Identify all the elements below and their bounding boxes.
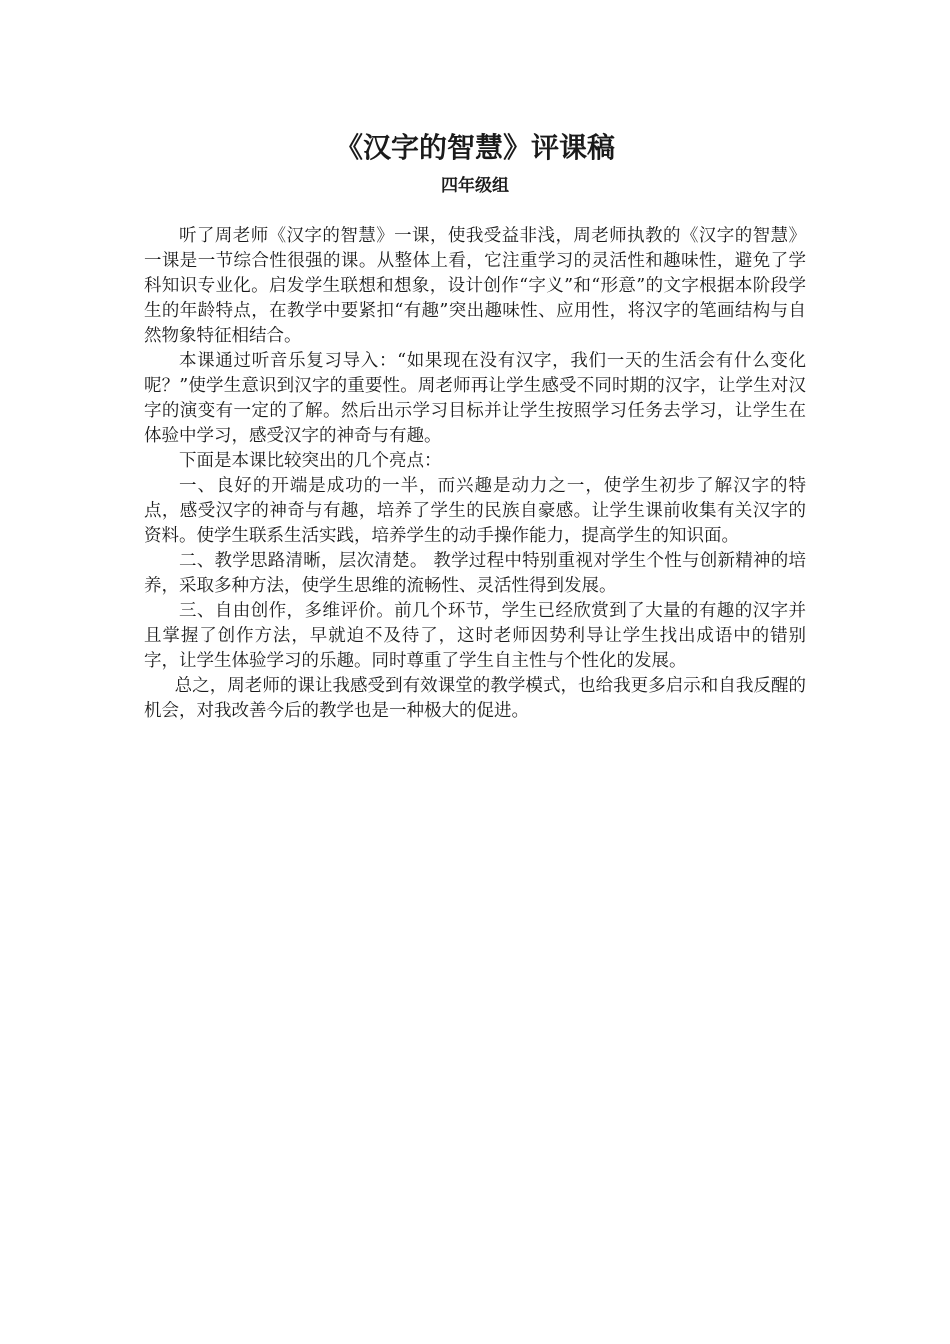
document-body: [144, 224, 806, 724]
paragraph-highlights-heading: 下面是本课比较突出的几个亮点：: [179, 451, 442, 471]
document-title: 《汉字的智慧》评课稿: [334, 131, 615, 164]
paragraph-highlight-1: 一、良好的开端是成功的一半，而兴趣是动力之一，使学生初步了解汉字的特点，感受汉字的神奇与有趣，培养了学生的民族自豪感。让学生课前收集有关汉字的资料。使学生联系生活实践，培养学生的动手操作能力，提高学生的知识面。: [144, 476, 806, 546]
paragraph-highlight-3: 三、自由创作，多维评价。前几个环节，学生已经欣赏到了大量的有趣的汉字并且掌握了创作方法，早就迫不及待了，这时老师因势利导让学生找出成语中的错别字，让学生体验学习的乐趣。同时尊重了学生自主性与个性化的发展。: [144, 601, 806, 671]
paragraph-conclusion: 总之，周老师的课让我感受到有效课堂的教学模式，也给我更多启示和自我反醒的机会，对我改善今后的教学也是一种极大的促进。: [144, 676, 806, 721]
paragraph-intro: 听了周老师《汉字的智慧》一课，使我受益非浅，周老师执教的《汉字的智慧》一课是一节综合性很强的课。从整体上看，它注重学习的灵活性和趣味性，避免了学科知识专业化。启发学生联想和想象，设计创作“字义”和“形意”的文字根据本阶段学生的年龄特点，在教学中要紧扣“有趣”突出趣味性、应用性，将汉字的笔画结构与自然物象特征相结合。: [144, 226, 806, 346]
document-author: 四年级组: [441, 176, 509, 196]
paragraph-lesson-overview: 本课通过听音乐复习导入：“如果现在没有汉字，我们一天的生活会有什么变化呢？”使学生意识到汉字的重要性。周老师再让学生感受不同时期的汉字，让学生对汉字的演变有一定的了解。然后出示学习目标并让学生按照学习任务去学习，让学生在体验中学习，感受汉字的神奇与有趣。: [144, 351, 806, 446]
paragraph-highlight-2: 二、教学思路清晰，层次清楚。 教学过程中特别重视对学生个性与创新精神的培养，采取多种方法，使学生思维的流畅性、灵活性得到发展。: [144, 551, 806, 596]
